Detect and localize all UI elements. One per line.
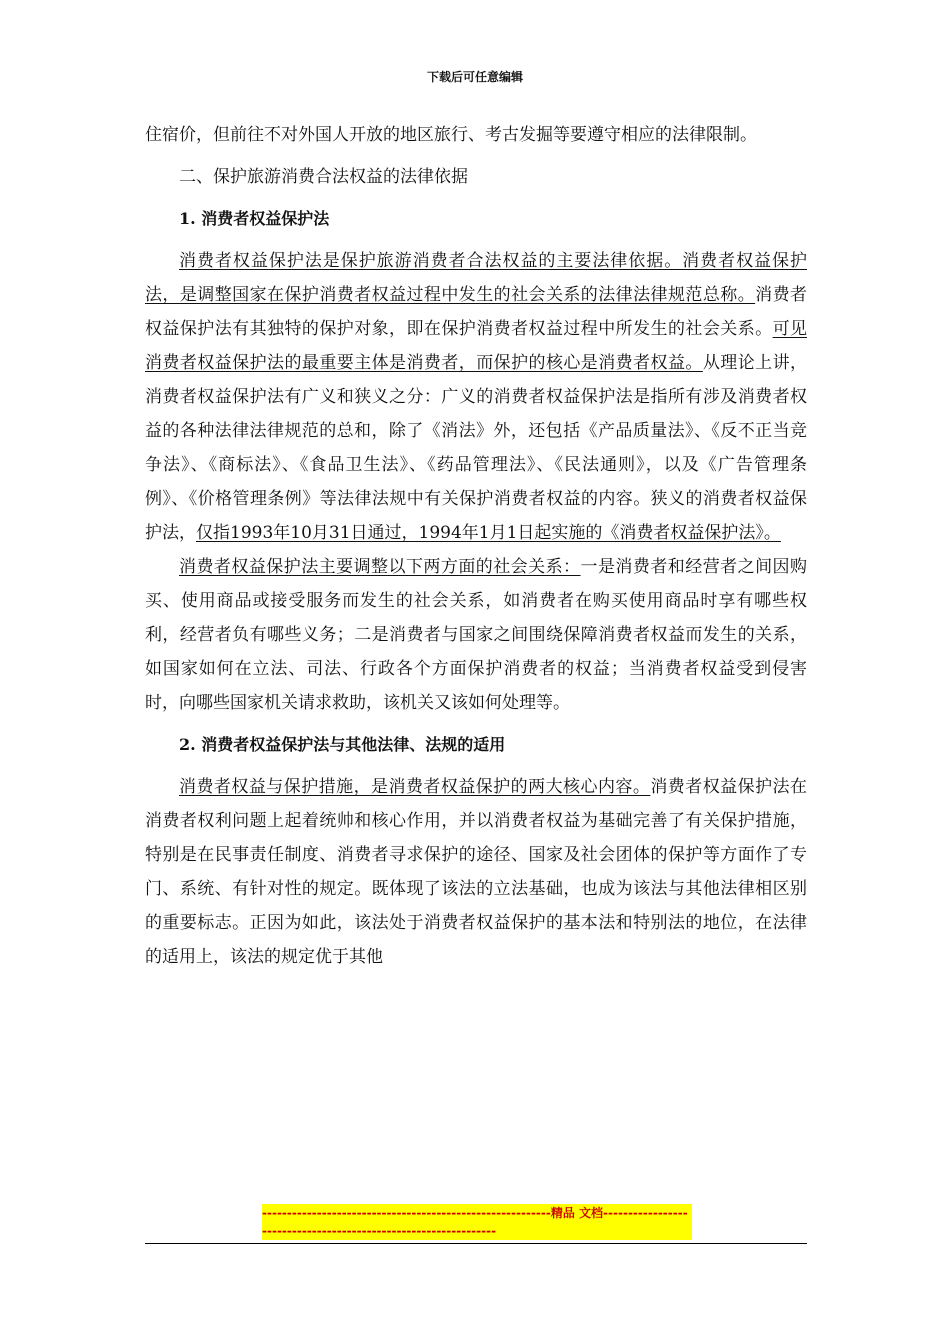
subsection-heading-1: 1. 消费者权益保护法 bbox=[179, 209, 330, 228]
paragraph-text: 消费者权益保护法有其独特的保护对象，即在保护消费者权益过程中所发生的社会关系。 bbox=[145, 285, 808, 339]
paragraph-3 bbox=[145, 770, 807, 974]
footer-rule bbox=[145, 1243, 807, 1244]
paragraph-text: 从理论上讲，消费者权益保护法有广义和狭义之分：广义的消费者权益保护法是指所有涉及消费者权益的各种法律法律规范的总和，除了《消法》外，还包括《产品质量法》、《反不正当竞争法》、《商标法》、《食品卫生法》、《药品管理法》、《民法通则》，以及《广告管理条例》、《价格管理条例》等法律法规中有关保护消费者权益的内容。狭义的消费者权益保护法， bbox=[145, 353, 808, 543]
underlined-text: 可见消费者权益保护法的最重要主体是消费者，而保护的核心是消费者权益。 bbox=[145, 319, 808, 373]
footer-banner: ----------------------------------------------------------精品 文档---------------------------------------------------------------- bbox=[262, 1204, 692, 1240]
underlined-text: 消费者权益保护法主要调整以下两方面的社会关系： bbox=[179, 557, 581, 577]
paragraph-2 bbox=[145, 550, 807, 720]
section-heading: 二、保护旅游消费合法权益的法律依据 bbox=[179, 167, 468, 187]
underlined-text: 仅指1993年10月31日通过，1994年1月1日起实施的《消费者权益保护法》。 bbox=[196, 523, 781, 543]
paragraph-text: 消费者权益保护法在消费者权利问题上起着统帅和核心作用，并以消费者权益为基础完善了有关保护措施，特别是在民事责任制度、消费者寻求保护的途径、国家及社会团体的保护等方面作了专门、系统、有针对性的规定。既体现了该法的立法基础，也成为该法与其他法律相区别的重要标志。正因为如此，该法处于消费者权益保护的基本法和特别法的地位，在法律的适用上，该法的规定优于其他 bbox=[145, 777, 808, 967]
underlined-text: 消费者权益保护法是保护旅游消费者合法权益的主要法律依据。消费者权益保护法，是调整国家在保护消费者权益过程中发生的社会关系的法律法律规范总称。 bbox=[145, 251, 807, 305]
underlined-text: 消费者权益与保护措施，是消费者权益保护的两大核心内容。 bbox=[179, 777, 651, 797]
paragraph-1 bbox=[145, 244, 807, 550]
paragraph-text: 一是消费者和经营者之间因购买、使用商品或接受服务而发生的社会关系，如消费者在购买使用商品时享有哪些权利，经营者负有哪些义务；二是消费者与国家之间围绕保障消费者权益而发生的关系，如国家如何在立法、司法、行政各个方面保护消费者的权益；当消费者权益受到侵害时，向哪些国家机关请求救助，该机关又该如何处理等。 bbox=[145, 557, 808, 713]
page-header: 下载后可任意编辑 bbox=[426, 70, 523, 84]
paragraph-continued: 住宿价，但前往不对外国人开放的地区旅行、考古发掘等要遵守相应的法律限制。 bbox=[145, 125, 757, 145]
document-body bbox=[145, 118, 807, 974]
subsection-heading-2: 2. 消费者权益保护法与其他法律、法规的适用 bbox=[179, 735, 506, 754]
